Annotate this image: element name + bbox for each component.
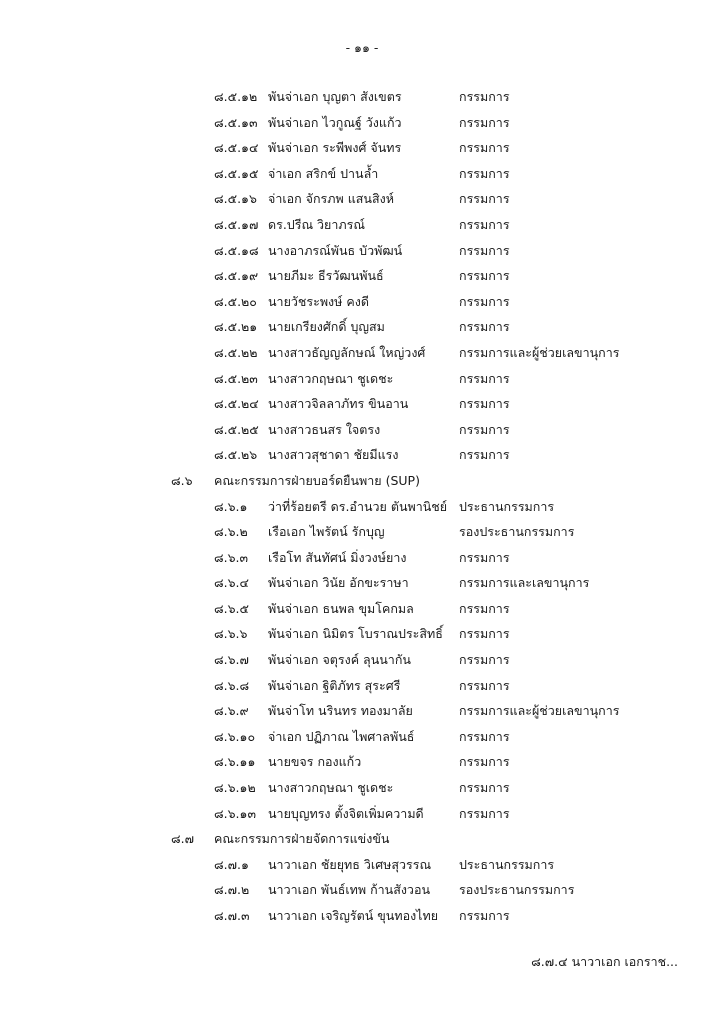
member-name: จ่าเอก สริกข์ ปานล้ำ: [268, 165, 379, 181]
member-role: กรรมการ: [459, 191, 510, 207]
entry-number: ๘.๖.๔: [214, 575, 249, 591]
entry-number: ๘.๖.๘: [214, 677, 250, 693]
member-name: นายเกรียงศักดิ์ บุญสม: [268, 319, 385, 335]
member-row: [0, 186, 724, 212]
member-row: [0, 570, 724, 596]
member-role: กรรมการ: [459, 140, 510, 156]
entry-number: ๘.๖: [171, 472, 193, 488]
member-name: พันจ่าโท นรินทร ทองมาลัย: [268, 703, 413, 719]
member-name: นางสาวธัญญลักษณ์ ใหญ่วงศ์: [268, 344, 426, 360]
member-name: พันจ่าเอก วินัย อักขะราษา: [268, 575, 409, 591]
entry-number: ๘.๕.๑๘: [214, 242, 259, 258]
member-row: [0, 263, 724, 289]
entry-number: ๘.๕.๒๖: [214, 447, 258, 463]
member-name: นายขจร กองแก้ว: [268, 754, 362, 770]
member-name: เรือเอก ไพรัตน์ รักบุญ: [268, 524, 385, 540]
member-row: [0, 135, 724, 161]
section-heading: [0, 826, 724, 852]
member-role: กรรมการ: [459, 677, 510, 693]
member-name: นาวาเอก เจริญรัตน์ ขุนทองไทย: [268, 908, 439, 923]
member-name: นางสาวกฤษณา ชูเดชะ: [268, 370, 394, 386]
member-role: กรรมการ: [459, 89, 510, 104]
member-row: [0, 84, 724, 110]
continuation-text: ๘.๗.๔ นาวาเอก เอกราช...: [531, 954, 678, 969]
page-number: - ๑๑ -: [345, 40, 379, 55]
member-name: นายบุญทรง ตั้งจิตเพิ่มความดี: [268, 805, 424, 821]
member-name: นาวาเอก พันธ์เทพ ก้านสังวอน: [268, 882, 430, 898]
member-row: [0, 442, 724, 468]
entry-number: ๘.๕.๑๓: [214, 114, 258, 130]
member-row: [0, 212, 724, 238]
entry-number: ๘.๕.๑๒: [214, 89, 258, 104]
member-role: ประธานกรรมการ: [459, 856, 555, 872]
entry-number: ๘.๖.๙: [214, 703, 249, 719]
committee-list: [0, 84, 724, 929]
entry-number: ๘.๖.๑๒: [214, 780, 256, 796]
member-role: กรรมการ: [459, 754, 510, 770]
member-row: [0, 647, 724, 673]
member-name: พันจ่าเอก นิมิตร โบราณประสิทธิ์: [268, 626, 443, 642]
member-role: กรรมการ: [459, 549, 510, 565]
entry-number: ๘.๖.๒: [214, 524, 248, 540]
member-role: กรรมการ: [459, 421, 510, 437]
member-row: [0, 698, 724, 724]
entry-number: ๘.๖.๑๑: [214, 754, 256, 770]
entry-number: ๘.๕.๑๙: [214, 268, 259, 284]
member-row: [0, 519, 724, 545]
member-name: ว่าที่ร้อยตรี ดร.อำนวย ตันพานิชย์: [268, 498, 448, 514]
member-name: จ่าเอก จักรภพ แสนสิงห์: [268, 191, 394, 207]
member-role: ประธานกรรมการ: [459, 498, 555, 514]
member-row: [0, 238, 724, 264]
member-role: กรรมการ: [459, 293, 510, 309]
member-role: กรรมการ: [459, 114, 510, 130]
member-row: [0, 545, 724, 571]
section-heading: [0, 468, 724, 494]
member-name: นายวัชระพงษ์ คงดี: [268, 293, 369, 309]
member-name: นางอาภรณ์พันธ บัวพัฒน์: [268, 242, 403, 258]
section-title: คณะกรรมการฝ่ายบอร์ดยืนพาย (SUP): [214, 472, 420, 488]
member-row: [0, 903, 724, 929]
entry-number: ๘.๗: [171, 831, 195, 847]
member-name: พันจ่าเอก ธนพล ขุมโคกมล: [268, 600, 414, 616]
member-row: [0, 417, 724, 443]
member-role: กรรมการ: [459, 216, 510, 232]
entry-number: ๘.๖.๑: [214, 498, 248, 514]
member-role: กรรมการ: [459, 626, 510, 642]
member-row: [0, 314, 724, 340]
entry-number: ๘.๕.๑๗: [214, 216, 259, 232]
member-row: [0, 289, 724, 315]
member-row: [0, 775, 724, 801]
member-name: นาวาเอก ชัยยุทธ วิเศษสุวรรณ: [268, 856, 432, 872]
member-role: กรรมการ: [459, 165, 510, 181]
member-row: [0, 340, 724, 366]
entry-number: ๘.๖.๓: [214, 549, 249, 565]
entry-number: ๘.๖.๖: [214, 626, 248, 642]
entry-number: ๘.๕.๑๕: [214, 165, 259, 181]
entry-number: ๘.๕.๒๑: [214, 319, 258, 335]
member-name: พันจ่าเอก ฐิติภัทร สุระศรี: [268, 677, 401, 693]
entry-number: ๘.๕.๑๖: [214, 191, 257, 207]
member-name: ดร.ปรีณ วิยาภรณ์: [268, 216, 365, 232]
member-role: กรรมการ: [459, 805, 510, 821]
member-row: [0, 110, 724, 136]
member-role: กรรมการ: [459, 908, 510, 923]
member-name: พันจ่าเอก จตุรงค์ ลุนนากัน: [268, 652, 411, 668]
entry-number: ๘.๖.๑๓: [214, 805, 257, 821]
member-row: [0, 366, 724, 392]
entry-number: ๘.๗.๑: [214, 856, 249, 872]
member-name: เรือโท สันทัศน์ มิ่งวงษ์ยาง: [268, 549, 407, 565]
member-role: กรรมการ: [459, 780, 510, 796]
member-name: พันจ่าเอก ระพีพงศ์ จันทร: [268, 140, 402, 156]
member-row: [0, 494, 724, 520]
member-role: กรรมการ: [459, 447, 510, 463]
member-role: กรรมการ: [459, 728, 510, 744]
entry-number: ๘.๕.๑๔: [214, 140, 259, 156]
entry-number: ๘.๗.๓: [214, 908, 250, 923]
entry-number: ๘.๖.๑๐: [214, 728, 256, 744]
entry-number: ๘.๕.๒๔: [214, 396, 259, 412]
member-row: [0, 161, 724, 187]
member-row: [0, 852, 724, 878]
member-name: นางสาวกฤษณา ชูเดชะ: [268, 780, 394, 796]
entry-number: ๘.๕.๒๓: [214, 370, 258, 386]
section-title: คณะกรรมการฝ่ายจัดการแข่งขัน: [214, 831, 390, 847]
entry-number: ๘.๕.๒๒: [214, 344, 258, 360]
member-name: จ่าเอก ปฏิภาณ ไพศาลพันธ์: [268, 728, 415, 744]
member-role: กรรมการและผู้ช่วยเลขานุการ: [459, 344, 620, 360]
member-row: [0, 621, 724, 647]
member-row: [0, 673, 724, 699]
entry-number: ๘.๕.๒๐: [214, 293, 257, 309]
member-role: รองประธานกรรมการ: [459, 524, 575, 540]
member-role: กรรมการ: [459, 268, 510, 284]
member-row: [0, 877, 724, 903]
member-name: พันจ่าเอก ไวกูณฐ์ วังแก้ว: [268, 114, 402, 130]
member-role: กรรมการและผู้ช่วยเลขานุการ: [459, 703, 620, 719]
member-row: [0, 596, 724, 622]
member-role: กรรมการ: [459, 396, 510, 412]
member-row: [0, 749, 724, 775]
entry-number: ๘.๖.๕: [214, 600, 249, 616]
member-name: พันจ่าเอก บุญตา สังเขตร: [268, 89, 402, 104]
member-name: นายภีมะ ธีรวัฒนพันธ์: [268, 268, 384, 284]
member-row: [0, 391, 724, 417]
member-role: กรรมการ: [459, 370, 510, 386]
member-name: นางสาวจิลลาภัทร ขินอาน: [268, 396, 409, 412]
entry-number: ๘.๖.๗: [214, 652, 249, 668]
member-role: กรรมการและเลขานุการ: [459, 575, 590, 591]
member-role: กรรมการ: [459, 652, 510, 668]
member-role: รองประธานกรรมการ: [459, 882, 575, 898]
member-role: กรรมการ: [459, 319, 510, 335]
member-role: กรรมการ: [459, 242, 510, 258]
member-role: กรรมการ: [459, 600, 510, 616]
member-name: นางสาวสุชาดา ชัยมีแรง: [268, 447, 399, 463]
entry-number: ๘.๕.๒๕: [214, 421, 259, 437]
member-row: [0, 724, 724, 750]
entry-number: ๘.๗.๒: [214, 882, 250, 898]
member-name: นางสาวธนสร ใจตรง: [268, 421, 381, 437]
member-row: [0, 801, 724, 827]
